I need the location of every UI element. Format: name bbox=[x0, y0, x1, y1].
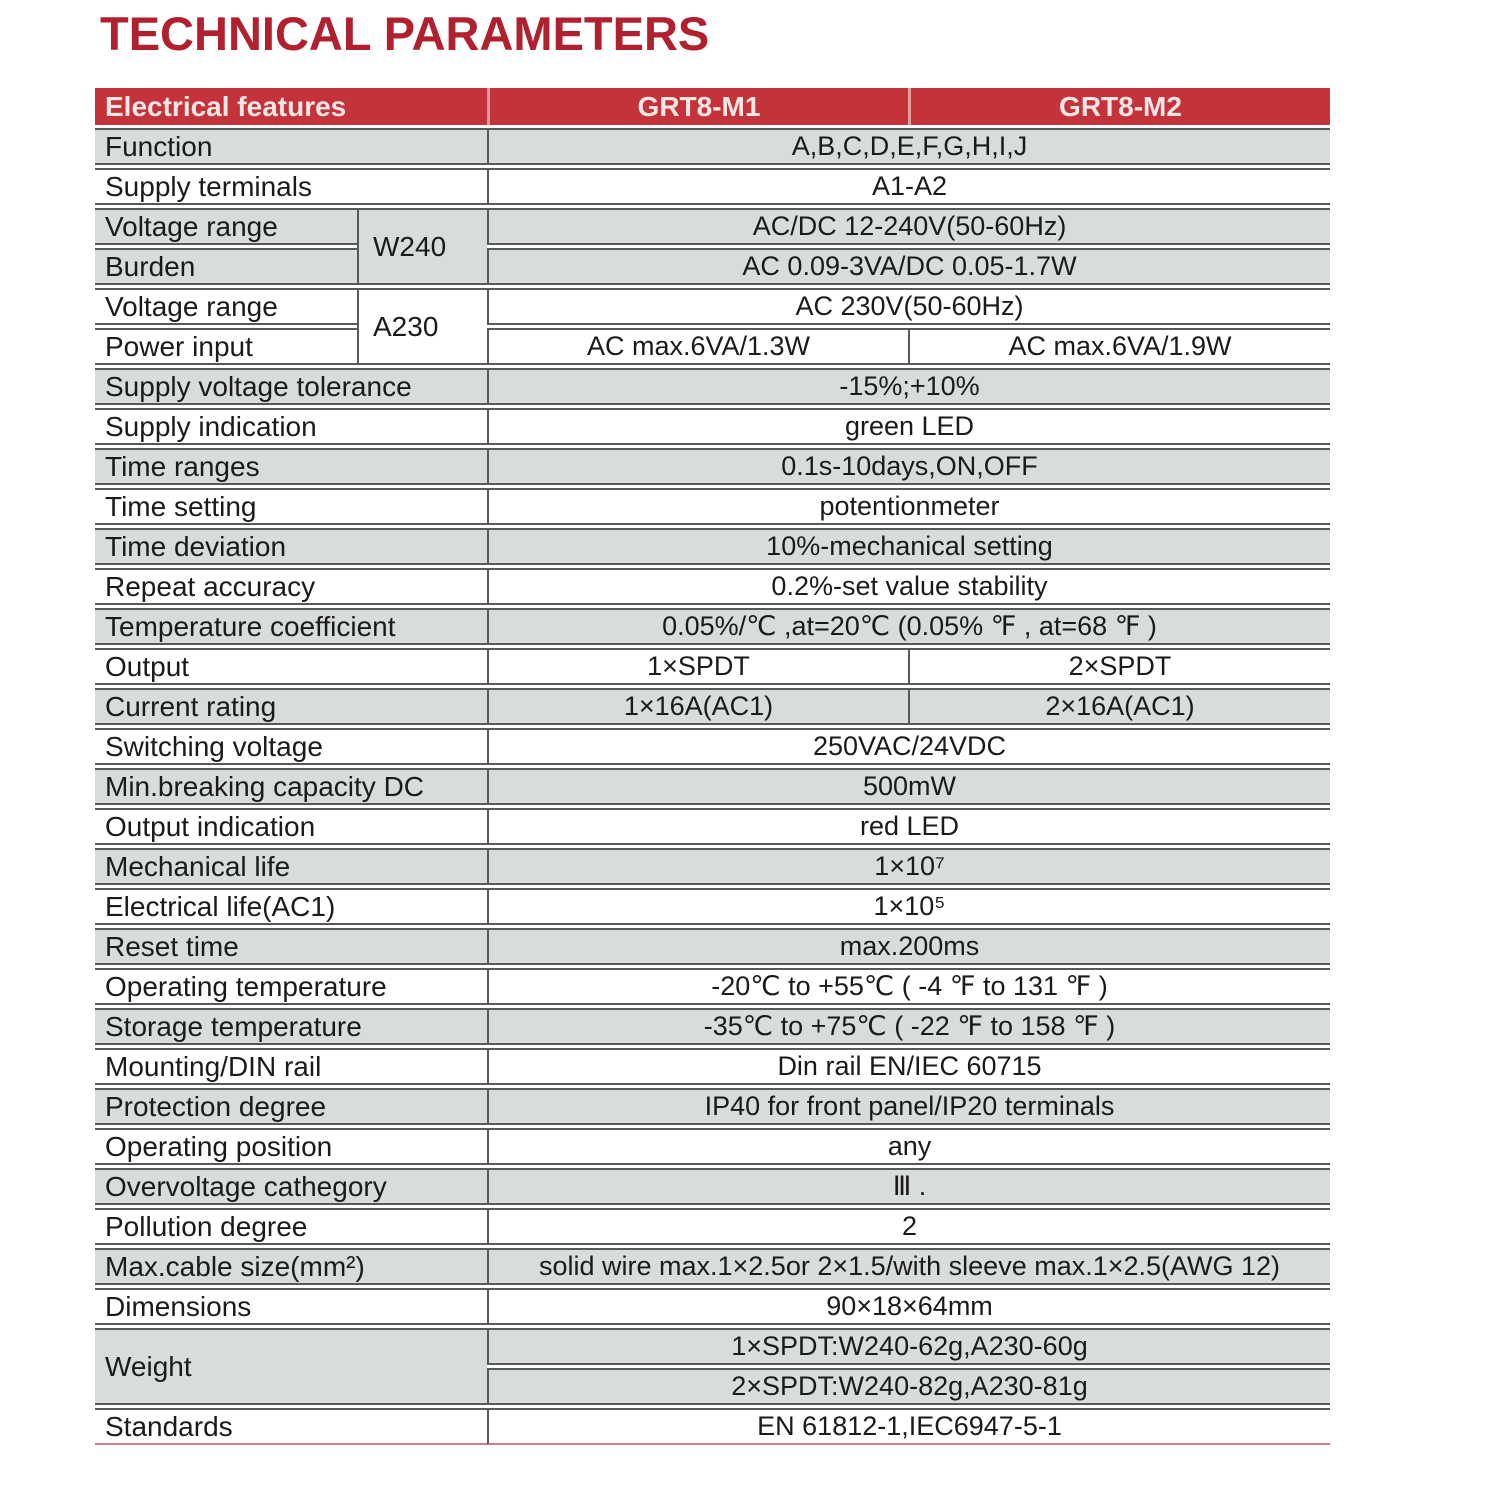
row-temperature-coefficient bbox=[95, 608, 1330, 645]
row-value-m1: 1×16A(AC1) bbox=[487, 688, 908, 725]
row-burden bbox=[95, 248, 1330, 285]
row-label: Electrical life(AC1) bbox=[95, 888, 487, 925]
row-value: EN 61812-1,IEC6947-5-1 bbox=[487, 1408, 1330, 1445]
row-value: 90×18×64mm bbox=[487, 1288, 1330, 1325]
row-storage-temperature bbox=[95, 1008, 1330, 1045]
row-label: Operating position bbox=[95, 1128, 487, 1165]
row-label: Output bbox=[95, 648, 487, 685]
row-repeat-accuracy bbox=[95, 568, 1330, 605]
row-mechanical-life bbox=[95, 848, 1330, 885]
row-overvoltage-cathegory bbox=[95, 1168, 1330, 1205]
row-value-spdt1: 1×SPDT:W240-62g,A230-60g bbox=[487, 1328, 1330, 1365]
row-power-input bbox=[95, 328, 1330, 365]
header-electrical-features: Electrical features bbox=[95, 88, 487, 125]
row-label: Current rating bbox=[95, 688, 487, 725]
row-switching-voltage bbox=[95, 728, 1330, 765]
row-value-m2: AC max.6VA/1.9W bbox=[908, 328, 1330, 365]
row-current-rating bbox=[95, 688, 1330, 725]
row-electrical-life bbox=[95, 888, 1330, 925]
row-label: Burden bbox=[95, 248, 357, 285]
row-label: Supply voltage tolerance bbox=[95, 368, 487, 405]
row-value: IP40 for front panel/IP20 terminals bbox=[487, 1088, 1330, 1125]
row-protection-degree bbox=[95, 1088, 1330, 1125]
row-label: Mechanical life bbox=[95, 848, 487, 885]
row-value: Ⅲ . bbox=[487, 1168, 1330, 1205]
row-mounting-din-rail bbox=[95, 1048, 1330, 1085]
row-value: any bbox=[487, 1128, 1330, 1165]
row-label: Protection degree bbox=[95, 1088, 487, 1125]
row-value: AC 0.09-3VA/DC 0.05-1.7W bbox=[487, 248, 1330, 285]
row-label: Temperature coefficient bbox=[95, 608, 487, 645]
row-voltage-range-a230 bbox=[95, 288, 1330, 325]
row-label: Max.cable size(mm²) bbox=[95, 1248, 487, 1285]
row-label: Min.breaking capacity DC bbox=[95, 768, 487, 805]
row-value: -35℃ to +75℃ ( -22 ℉ to 158 ℉ ) bbox=[487, 1008, 1330, 1045]
row-value: 10%-mechanical setting bbox=[487, 528, 1330, 565]
row-label: Operating temperature bbox=[95, 968, 487, 1005]
row-time-ranges bbox=[95, 448, 1330, 485]
row-value-m1: 1×SPDT bbox=[487, 648, 908, 685]
row-label: Function bbox=[95, 128, 487, 165]
group-label-a230: A230 bbox=[357, 288, 487, 365]
row-value-m1: AC max.6VA/1.3W bbox=[487, 328, 908, 365]
row-function bbox=[95, 128, 1330, 165]
row-standards bbox=[95, 1408, 1330, 1445]
table-header-row bbox=[95, 88, 1330, 125]
row-label: Standards bbox=[95, 1408, 487, 1445]
row-value: 0.1s-10days,ON,OFF bbox=[487, 448, 1330, 485]
row-label: Supply terminals bbox=[95, 168, 487, 205]
row-voltage-range-w240 bbox=[95, 208, 1330, 245]
row-value: solid wire max.1×2.5or 2×1.5/with sleeve max.1×2.5(AWG 12) bbox=[487, 1248, 1330, 1285]
row-value: 1×10⁵ bbox=[487, 888, 1330, 925]
row-weight bbox=[95, 1328, 1330, 1365]
row-label: Repeat accuracy bbox=[95, 568, 487, 605]
row-label: Supply indication bbox=[95, 408, 487, 445]
row-value: AC/DC 12-240V(50-60Hz) bbox=[487, 208, 1330, 245]
row-max-cable-size bbox=[95, 1248, 1330, 1285]
row-label: Overvoltage cathegory bbox=[95, 1168, 487, 1205]
page-title: TECHNICAL PARAMETERS bbox=[100, 7, 710, 60]
row-label: Power input bbox=[95, 328, 357, 365]
row-label: Storage temperature bbox=[95, 1008, 487, 1045]
row-value: A1-A2 bbox=[487, 168, 1330, 205]
row-supply-voltage-tolerance bbox=[95, 368, 1330, 405]
header-grt8-m1: GRT8-M1 bbox=[487, 88, 908, 125]
row-label: Voltage range bbox=[95, 208, 357, 245]
row-value: 1×10⁷ bbox=[487, 848, 1330, 885]
row-output-indication bbox=[95, 808, 1330, 845]
row-label: Reset time bbox=[95, 928, 487, 965]
row-value: red LED bbox=[487, 808, 1330, 845]
row-value: -20℃ to +55℃ ( -4 ℉ to 131 ℉ ) bbox=[487, 968, 1330, 1005]
row-value: 250VAC/24VDC bbox=[487, 728, 1330, 765]
row-value: 500mW bbox=[487, 768, 1330, 805]
row-value-spdt2: 2×SPDT:W240-82g,A230-81g bbox=[487, 1368, 1330, 1405]
row-supply-terminals bbox=[95, 168, 1330, 205]
row-value: 0.05%/℃ ,at=20℃ (0.05% ℉ , at=68 ℉ ) bbox=[487, 608, 1330, 645]
row-dimensions bbox=[95, 1288, 1330, 1325]
row-time-setting bbox=[95, 488, 1330, 525]
row-value: Din rail EN/IEC 60715 bbox=[487, 1048, 1330, 1085]
row-label: Time deviation bbox=[95, 528, 487, 565]
technical-parameters-table bbox=[95, 85, 1330, 1448]
row-value: green LED bbox=[487, 408, 1330, 445]
row-value-m2: 2×SPDT bbox=[908, 648, 1330, 685]
row-label: Voltage range bbox=[95, 288, 357, 325]
row-value: A,B,C,D,E,F,G,H,I,J bbox=[487, 128, 1330, 165]
row-value: 2 bbox=[487, 1208, 1330, 1245]
row-reset-time bbox=[95, 928, 1330, 965]
row-time-deviation bbox=[95, 528, 1330, 565]
row-label: Output indication bbox=[95, 808, 487, 845]
header-grt8-m2: GRT8-M2 bbox=[908, 88, 1330, 125]
row-pollution-degree bbox=[95, 1208, 1330, 1245]
row-value: AC 230V(50-60Hz) bbox=[487, 288, 1330, 325]
row-label: Pollution degree bbox=[95, 1208, 487, 1245]
row-operating-temperature bbox=[95, 968, 1330, 1005]
row-output bbox=[95, 648, 1330, 685]
row-label: Dimensions bbox=[95, 1288, 487, 1325]
row-supply-indication bbox=[95, 408, 1330, 445]
row-label: Switching voltage bbox=[95, 728, 487, 765]
row-value: -15%;+10% bbox=[487, 368, 1330, 405]
row-value: max.200ms bbox=[487, 928, 1330, 965]
row-value-m2: 2×16A(AC1) bbox=[908, 688, 1330, 725]
row-operating-position bbox=[95, 1128, 1330, 1165]
group-label-w240: W240 bbox=[357, 208, 487, 285]
row-label: Weight bbox=[95, 1328, 487, 1405]
row-label: Time ranges bbox=[95, 448, 487, 485]
row-label: Time setting bbox=[95, 488, 487, 525]
row-label: Mounting/DIN rail bbox=[95, 1048, 487, 1085]
row-value: potentionmeter bbox=[487, 488, 1330, 525]
row-value: 0.2%-set value stability bbox=[487, 568, 1330, 605]
row-min-breaking-capacity bbox=[95, 768, 1330, 805]
